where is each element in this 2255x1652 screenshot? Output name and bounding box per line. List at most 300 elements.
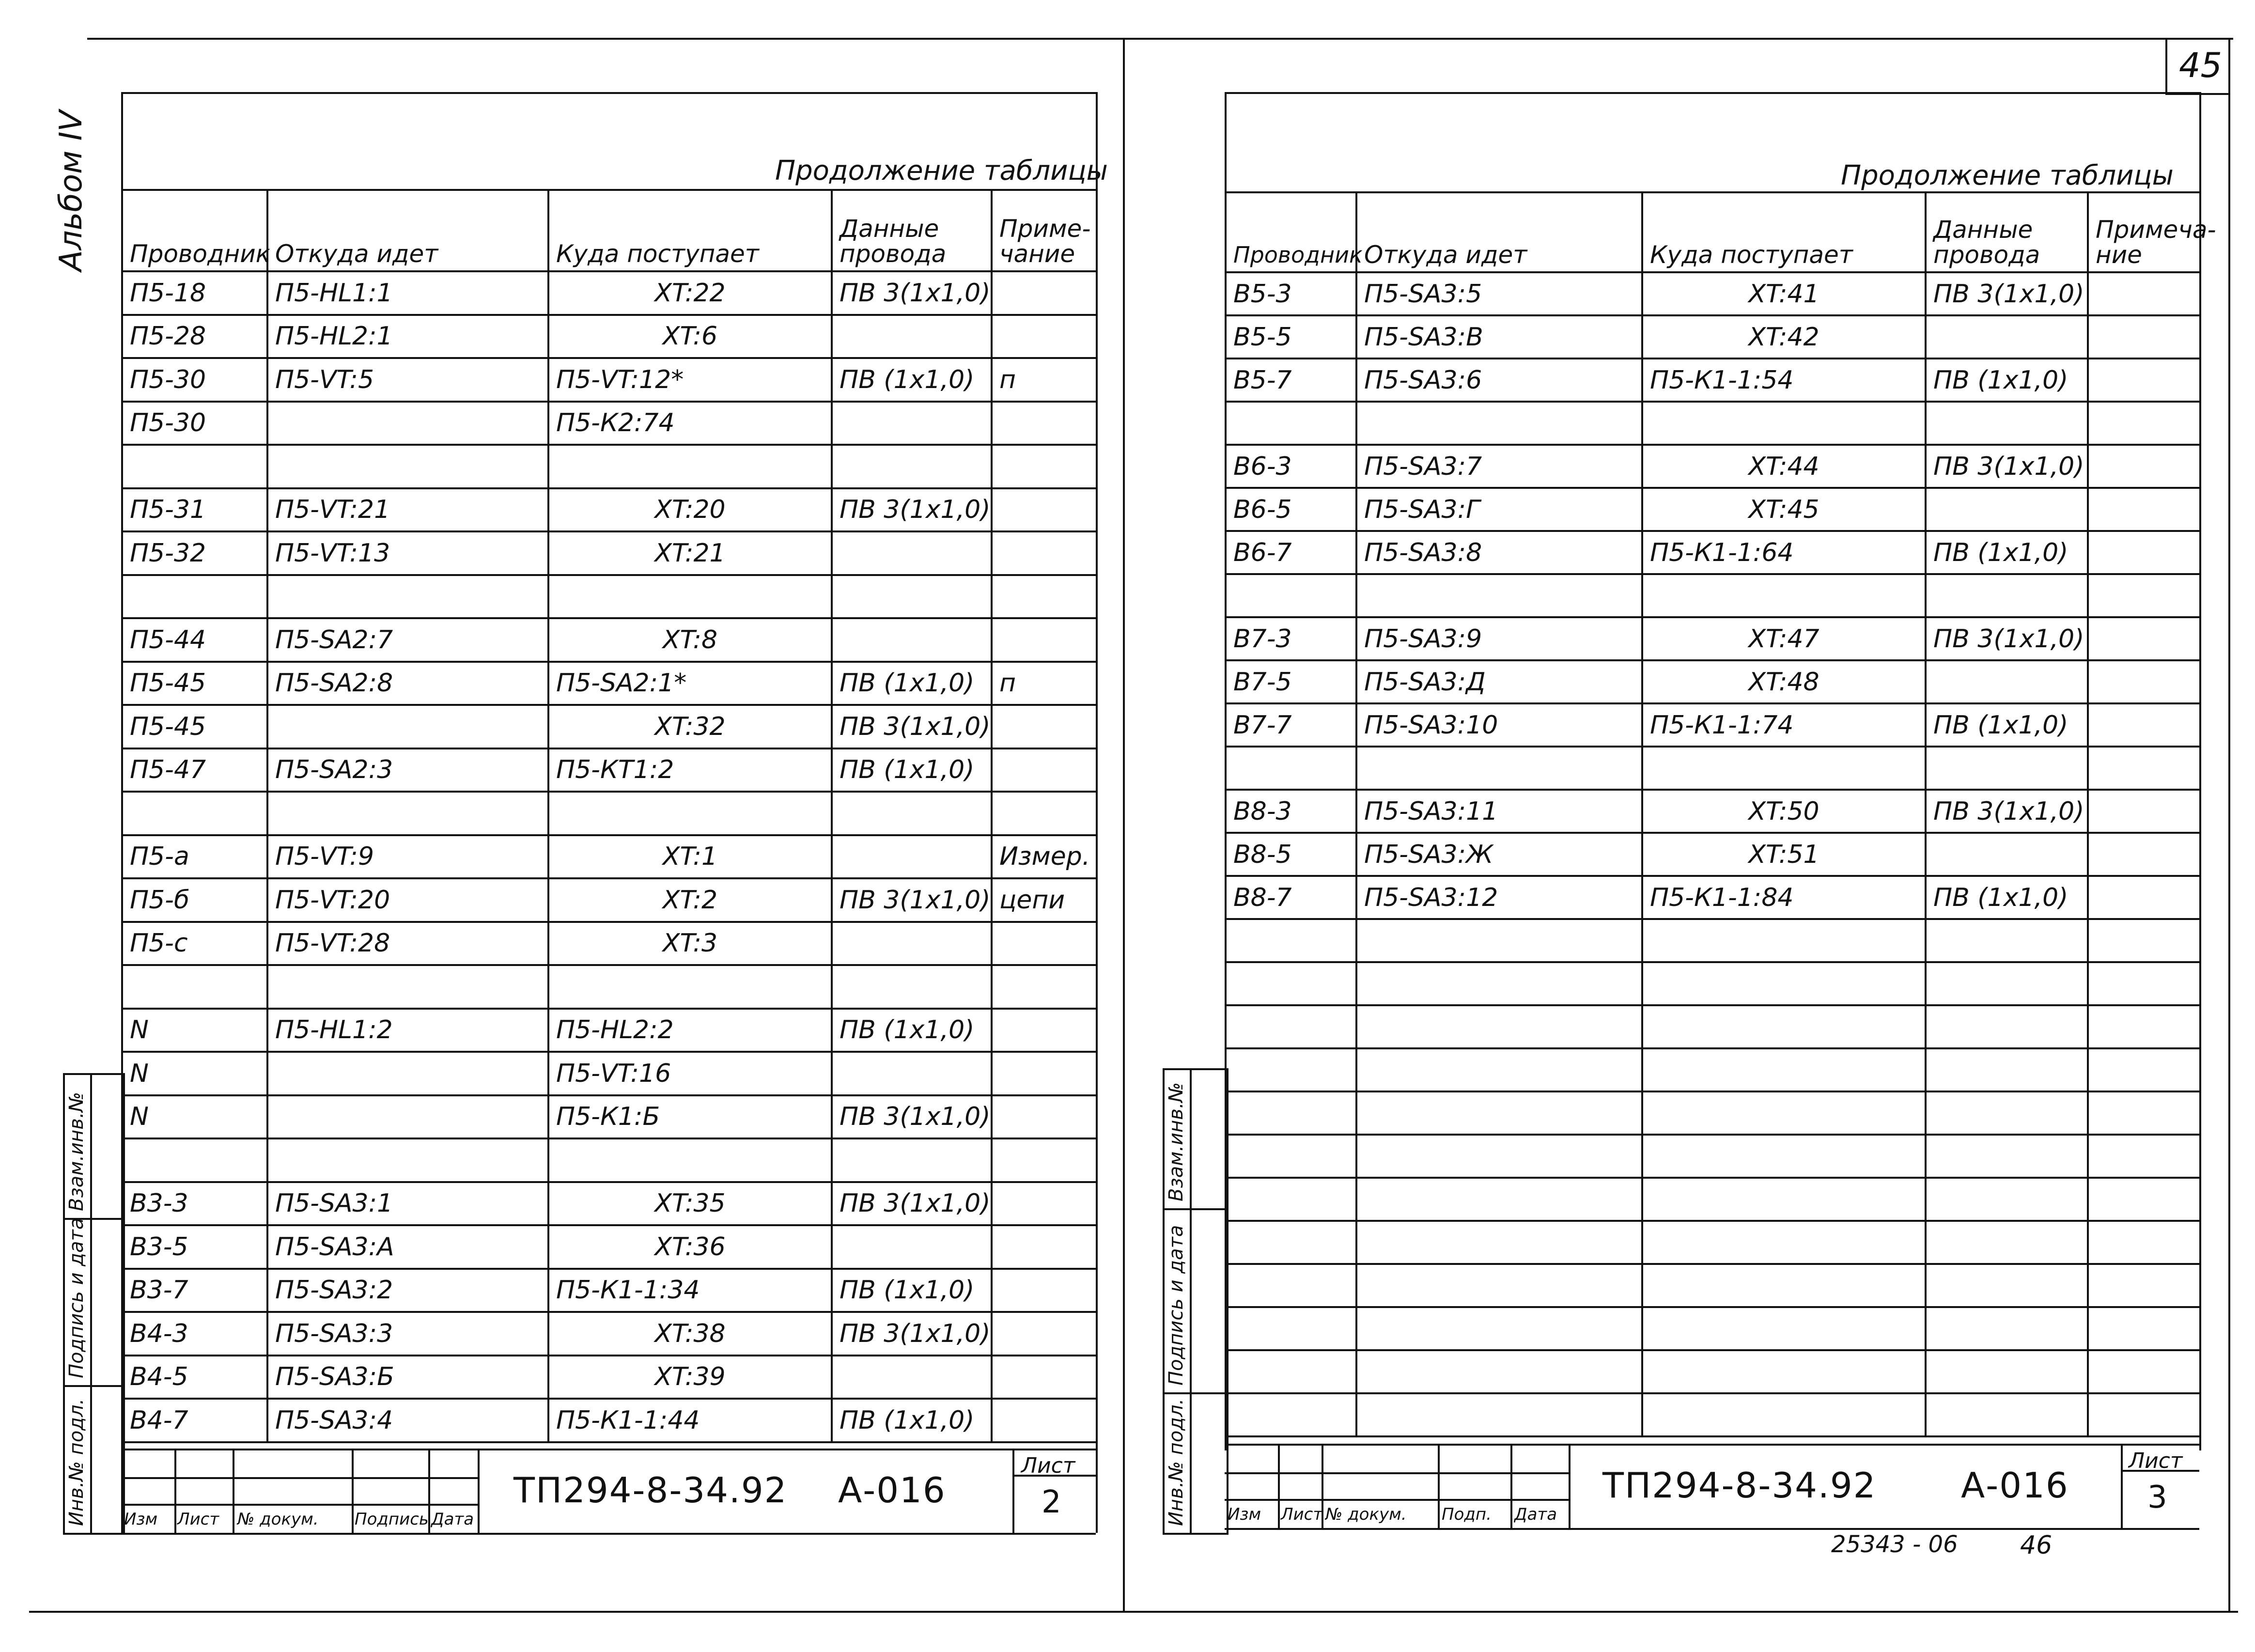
left-cell-wire — [832, 1356, 992, 1399]
left-cell-conductor — [122, 965, 267, 1009]
left-cell-note — [992, 575, 1097, 619]
right-cell-from: П5-SA3:9 — [1356, 617, 1642, 660]
right-cell-to: XT:42 — [1642, 315, 1926, 358]
left-cell-from: П5-SA2:3 — [267, 748, 548, 792]
right-cell-conductor: В5-3 — [1226, 272, 1356, 315]
right-cell-to — [1642, 1264, 1926, 1307]
right-cell-note — [2088, 1221, 2200, 1264]
right-cell-to — [1642, 1135, 1926, 1178]
right-cell-conductor — [1226, 1135, 1356, 1178]
right-doc-mark: А-016 — [1961, 1465, 2069, 1506]
right-table-row — [1226, 315, 2200, 358]
left-cell-from — [267, 792, 548, 835]
right-cell-conductor — [1226, 919, 1356, 962]
right-cell-from — [1356, 1264, 1642, 1307]
left-cell-conductor: П5-45 — [122, 662, 267, 705]
right-cell-conductor: В8-5 — [1226, 833, 1356, 876]
left-sheet-number: 2 — [1042, 1484, 1062, 1520]
left-cell-from — [267, 575, 548, 619]
left-cell-to: XT:21 — [548, 531, 832, 575]
right-cell-conductor — [1226, 962, 1356, 1005]
left-table-row — [122, 878, 1097, 922]
left-cell-wire: ПВ 3(1x1,0) — [832, 271, 992, 315]
left-cell-note — [992, 1095, 1097, 1139]
left-stamp-col-change: Изм — [124, 1510, 158, 1529]
left-cell-conductor: П5-28 — [122, 315, 267, 358]
left-cell-from: П5-VT:13 — [267, 531, 548, 575]
right-cell-wire — [1926, 574, 2088, 617]
left-cell-wire: ПВ 3(1x1,0) — [832, 1312, 992, 1356]
left-cell-note — [992, 1225, 1097, 1269]
left-cell-conductor — [122, 445, 267, 488]
left-cell-from: П5-SA3:1 — [267, 1182, 548, 1226]
left-cell-to: XT:3 — [548, 922, 832, 966]
left-cell-to: XT:1 — [548, 835, 832, 879]
right-side-label-replace: Взам.инв.№ — [1165, 1082, 1187, 1201]
right-side-label-inventory: Инв.№ подл. — [1165, 1398, 1187, 1526]
right-cell-conductor: В6-5 — [1226, 488, 1356, 531]
left-cell-note — [992, 488, 1097, 532]
right-table-row — [1226, 703, 2200, 747]
right-cell-conductor — [1226, 1178, 1356, 1221]
left-cell-conductor: П5-30 — [122, 402, 267, 445]
left-header-note: Приме-чание — [992, 190, 1097, 271]
right-cell-wire — [1926, 1350, 2088, 1393]
right-table-row — [1226, 272, 2200, 315]
right-wire-table — [1225, 191, 2216, 1437]
right-cell-from — [1356, 1221, 1642, 1264]
right-cell-note — [2088, 488, 2200, 531]
right-header-row — [1226, 192, 2200, 272]
left-header-wire: Данные провода — [832, 190, 992, 271]
right-cell-note — [2088, 876, 2200, 919]
right-cell-to — [1642, 1307, 1926, 1350]
left-title-block — [121, 1449, 1096, 1535]
left-table-row — [122, 1138, 1097, 1182]
left-continuation-title: Продолжение таблицы — [775, 155, 1108, 187]
left-table-row — [122, 1399, 1097, 1442]
left-cell-from — [267, 1052, 548, 1095]
right-table-row — [1226, 488, 2200, 531]
left-cell-from: П5-НL1:1 — [267, 271, 548, 315]
right-header-conductor: Проводник — [1226, 192, 1356, 272]
right-cell-wire — [1926, 1221, 2088, 1264]
right-cell-note — [2088, 1091, 2200, 1135]
right-cell-wire — [1926, 1135, 2088, 1178]
right-cell-wire — [1926, 1264, 2088, 1307]
left-table-row — [122, 1269, 1097, 1312]
right-cell-note — [2088, 1135, 2200, 1178]
left-cell-wire: ПВ 3(1x1,0) — [832, 488, 992, 532]
right-cell-from — [1356, 1048, 1642, 1091]
left-cell-note — [992, 618, 1097, 662]
left-cell-from: П5-SA3:А — [267, 1225, 548, 1269]
right-sheet-number: 3 — [2147, 1480, 2168, 1515]
left-header-row — [122, 190, 1097, 271]
left-cell-to: XT:22 — [548, 271, 832, 315]
right-table-row — [1226, 1005, 2200, 1048]
left-cell-note — [992, 1138, 1097, 1182]
right-cell-from: П5-SA3:5 — [1356, 272, 1642, 315]
right-cell-wire: ПВ (1x1,0) — [1926, 876, 2088, 919]
left-cell-conductor — [122, 575, 267, 619]
right-cell-from — [1356, 1350, 1642, 1393]
left-cell-wire: ПВ (1x1,0) — [832, 1009, 992, 1052]
right-table-row — [1226, 1178, 2200, 1221]
left-cell-to: XT:35 — [548, 1182, 832, 1226]
left-cell-note — [992, 1052, 1097, 1095]
right-cell-to: XT:44 — [1642, 445, 1926, 488]
right-cell-from: П5-SA3:Г — [1356, 488, 1642, 531]
left-table-row — [122, 358, 1097, 402]
right-table-body — [1226, 272, 2200, 1436]
left-cell-wire: ПВ 3(1x1,0) — [832, 1182, 992, 1226]
left-cell-from — [267, 1095, 548, 1139]
left-cell-note — [992, 1182, 1097, 1226]
right-edge-line — [2228, 38, 2230, 1612]
left-cell-note — [992, 1356, 1097, 1399]
right-cell-to — [1642, 1221, 1926, 1264]
right-cell-to: П5-К1-1:54 — [1642, 358, 1926, 402]
right-cell-note — [2088, 1048, 2200, 1091]
left-table-row — [122, 1052, 1097, 1095]
right-cell-conductor — [1226, 1350, 1356, 1393]
left-cell-from: П5-SA3:4 — [267, 1399, 548, 1442]
right-cell-to: XT:51 — [1642, 833, 1926, 876]
left-cell-wire — [832, 531, 992, 575]
right-cell-conductor: В8-3 — [1226, 790, 1356, 833]
right-cell-to: XT:48 — [1642, 660, 1926, 703]
right-sheet-label: Лист — [2129, 1449, 2183, 1473]
left-wire-table — [121, 189, 1098, 1443]
left-cell-to: XT:6 — [548, 315, 832, 358]
left-cell-from: П5-SA2:8 — [267, 662, 548, 705]
right-cell-to: XT:41 — [1642, 272, 1926, 315]
right-cell-to — [1642, 574, 1926, 617]
left-cell-wire: ПВ (1x1,0) — [832, 358, 992, 402]
left-side-label-inventory: Инв.№ подл. — [65, 1398, 88, 1526]
right-cell-wire: ПВ 3(1x1,0) — [1926, 445, 2088, 488]
left-cell-from: П5-VT:21 — [267, 488, 548, 532]
left-cell-conductor: В3-7 — [122, 1269, 267, 1312]
right-cell-to: XT:45 — [1642, 488, 1926, 531]
left-cell-to: П5-К2:74 — [548, 402, 832, 445]
left-cell-to: XT:20 — [548, 488, 832, 532]
right-cell-note — [2088, 402, 2200, 445]
left-cell-to: П5-К1:Б — [548, 1095, 832, 1139]
right-cell-wire — [1926, 833, 2088, 876]
left-table-row — [122, 575, 1097, 619]
left-cell-note: п — [992, 662, 1097, 705]
right-cell-from — [1356, 402, 1642, 445]
left-doc-mark: А-016 — [838, 1470, 946, 1511]
right-cell-wire: ПВ (1x1,0) — [1926, 703, 2088, 747]
right-cell-note — [2088, 747, 2200, 790]
left-cell-to: XT:38 — [548, 1312, 832, 1356]
right-cell-note — [2088, 531, 2200, 574]
left-cell-wire — [832, 835, 992, 879]
left-stamp-col-doc: № докум. — [237, 1510, 319, 1529]
right-cell-conductor: В5-7 — [1226, 358, 1356, 402]
right-table-row — [1226, 876, 2200, 919]
left-table-row — [122, 792, 1097, 835]
right-table-row — [1226, 1264, 2200, 1307]
left-cell-note — [992, 705, 1097, 748]
right-stamp-col-sign: Подп. — [1442, 1505, 1492, 1524]
left-cell-to: XT:2 — [548, 878, 832, 922]
right-table-row — [1226, 1393, 2200, 1436]
left-cell-to — [548, 575, 832, 619]
right-table-row — [1226, 402, 2200, 445]
left-table-row — [122, 1312, 1097, 1356]
right-table-row — [1226, 358, 2200, 402]
right-cell-to — [1642, 1091, 1926, 1135]
right-cell-note — [2088, 660, 2200, 703]
left-cell-from — [267, 705, 548, 748]
right-cell-from — [1356, 1005, 1642, 1048]
right-doc-code: ТП294-8-34.92 — [1602, 1465, 1877, 1506]
left-cell-conductor: П5-31 — [122, 488, 267, 532]
right-table-row — [1226, 1091, 2200, 1135]
left-cell-wire: ПВ 3(1x1,0) — [832, 1095, 992, 1139]
left-table-row — [122, 748, 1097, 792]
right-table-row — [1226, 617, 2200, 660]
right-cell-note — [2088, 1350, 2200, 1393]
right-header-from: Откуда идет — [1356, 192, 1642, 272]
left-cell-to — [548, 1138, 832, 1182]
left-stamp-col-date: Дата — [431, 1510, 474, 1529]
right-title-block — [1225, 1444, 2199, 1530]
left-cell-note — [992, 445, 1097, 488]
right-table-row — [1226, 747, 2200, 790]
right-cell-wire — [1926, 1178, 2088, 1221]
right-cell-note — [2088, 703, 2200, 747]
right-cell-note — [2088, 1264, 2200, 1307]
right-table-row — [1226, 1350, 2200, 1393]
right-cell-conductor — [1226, 402, 1356, 445]
right-cell-wire — [1926, 1048, 2088, 1091]
left-cell-wire — [832, 1052, 992, 1095]
right-header-to: Куда поступает — [1642, 192, 1926, 272]
right-cell-wire: ПВ (1x1,0) — [1926, 358, 2088, 402]
left-cell-note — [992, 1009, 1097, 1052]
footer-archive-number: 25343 - 06 — [1831, 1531, 1958, 1558]
left-cell-conductor: В4-3 — [122, 1312, 267, 1356]
left-cell-note: Измер. — [992, 835, 1097, 879]
right-cell-conductor — [1226, 574, 1356, 617]
right-cell-conductor — [1226, 747, 1356, 790]
right-cell-conductor: В7-5 — [1226, 660, 1356, 703]
right-table-row — [1226, 1221, 2200, 1264]
left-table-row — [122, 1225, 1097, 1269]
right-cell-to — [1642, 1048, 1926, 1091]
left-cell-to: П5-VT:16 — [548, 1052, 832, 1095]
right-cell-to — [1642, 962, 1926, 1005]
right-cell-conductor — [1226, 1091, 1356, 1135]
right-cell-note — [2088, 315, 2200, 358]
right-cell-from — [1356, 1393, 1642, 1436]
left-cell-conductor: П5-б — [122, 878, 267, 922]
left-cell-conductor: В3-5 — [122, 1225, 267, 1269]
left-cell-conductor: В3-3 — [122, 1182, 267, 1226]
left-table-row — [122, 402, 1097, 445]
left-cell-from: П5-SA2:7 — [267, 618, 548, 662]
left-table-row — [122, 618, 1097, 662]
right-cell-wire — [1926, 1005, 2088, 1048]
right-stamp-col-sheet: Лист — [1281, 1505, 1323, 1524]
right-cell-to: П5-К1-1:64 — [1642, 531, 1926, 574]
right-cell-conductor: В7-3 — [1226, 617, 1356, 660]
right-cell-from: П5-SA3:12 — [1356, 876, 1642, 919]
left-cell-to: XT:8 — [548, 618, 832, 662]
left-cell-conductor: П5-47 — [122, 748, 267, 792]
left-header-conductor: Проводник — [122, 190, 267, 271]
left-table-row — [122, 1356, 1097, 1399]
left-cell-note — [992, 402, 1097, 445]
right-cell-to: П5-К1-1:74 — [1642, 703, 1926, 747]
left-cell-wire — [832, 1225, 992, 1269]
right-table-row — [1226, 790, 2200, 833]
right-stamp-col-date: Дата — [1514, 1505, 1557, 1524]
left-cell-to: П5-К1-1:44 — [548, 1399, 832, 1442]
page-number-box — [2165, 40, 2230, 95]
right-header-note: Примеча-ние — [2088, 192, 2200, 272]
left-cell-from: П5-VT:9 — [267, 835, 548, 879]
right-cell-conductor — [1226, 1307, 1356, 1350]
right-table-row — [1226, 1135, 2200, 1178]
left-cell-from: П5-SA3:2 — [267, 1269, 548, 1312]
right-cell-from — [1356, 1135, 1642, 1178]
right-cell-note — [2088, 358, 2200, 402]
left-cell-wire: ПВ (1x1,0) — [832, 1269, 992, 1312]
left-cell-from — [267, 1138, 548, 1182]
left-cell-from: П5-НL2:1 — [267, 315, 548, 358]
left-cell-conductor: В4-5 — [122, 1356, 267, 1399]
left-table-row — [122, 1095, 1097, 1139]
top-border-line — [87, 38, 2233, 40]
left-cell-to: П5-К1-1:34 — [548, 1269, 832, 1312]
right-cell-to — [1642, 747, 1926, 790]
left-cell-conductor: N — [122, 1009, 267, 1052]
right-cell-wire: ПВ 3(1x1,0) — [1926, 790, 2088, 833]
left-cell-wire — [832, 792, 992, 835]
left-table-row — [122, 662, 1097, 705]
left-cell-to: П5-КТ1:2 — [548, 748, 832, 792]
right-cell-conductor — [1226, 1048, 1356, 1091]
left-cell-note — [992, 1269, 1097, 1312]
right-table-row — [1226, 574, 2200, 617]
right-cell-note — [2088, 574, 2200, 617]
right-table-row — [1226, 660, 2200, 703]
left-cell-note — [992, 315, 1097, 358]
left-cell-conductor: В4-7 — [122, 1399, 267, 1442]
left-cell-wire — [832, 1138, 992, 1182]
left-table-row — [122, 445, 1097, 488]
right-cell-from — [1356, 1307, 1642, 1350]
left-cell-to — [548, 965, 832, 1009]
left-table-row — [122, 1182, 1097, 1226]
right-cell-to — [1642, 402, 1926, 445]
right-cell-from — [1356, 919, 1642, 962]
left-cell-to: XT:32 — [548, 705, 832, 748]
left-cell-conductor: П5-44 — [122, 618, 267, 662]
right-cell-conductor: В8-7 — [1226, 876, 1356, 919]
page-number: 45 — [2179, 46, 2223, 85]
right-cell-wire — [1926, 1393, 2088, 1436]
right-cell-note — [2088, 1005, 2200, 1048]
right-cell-note — [2088, 1393, 2200, 1436]
left-table-row — [122, 922, 1097, 966]
right-cell-wire: ПВ (1x1,0) — [1926, 531, 2088, 574]
left-cell-wire — [832, 445, 992, 488]
left-table-row — [122, 705, 1097, 748]
left-cell-from: П5-VT:28 — [267, 922, 548, 966]
right-cell-note — [2088, 1307, 2200, 1350]
left-cell-wire: ПВ (1x1,0) — [832, 748, 992, 792]
left-cell-wire — [832, 402, 992, 445]
right-cell-conductor — [1226, 1393, 1356, 1436]
left-cell-from: П5-SA3:3 — [267, 1312, 548, 1356]
left-cell-note — [992, 748, 1097, 792]
right-table-row — [1226, 1307, 2200, 1350]
right-cell-conductor — [1226, 1264, 1356, 1307]
right-cell-note — [2088, 790, 2200, 833]
right-cell-note — [2088, 833, 2200, 876]
right-cell-conductor: В7-7 — [1226, 703, 1356, 747]
right-cell-from — [1356, 962, 1642, 1005]
left-table-row — [122, 965, 1097, 1009]
right-cell-conductor — [1226, 1221, 1356, 1264]
left-cell-from — [267, 445, 548, 488]
right-cell-from: П5-SA3:10 — [1356, 703, 1642, 747]
right-cell-to: XT:50 — [1642, 790, 1926, 833]
left-side-label-replace: Взам.инв.№ — [65, 1091, 88, 1211]
left-cell-note — [992, 531, 1097, 575]
left-cell-from: П5-VT:5 — [267, 358, 548, 402]
right-stamp-col-change: Изм — [1228, 1505, 1261, 1524]
right-cell-to — [1642, 1393, 1926, 1436]
right-cell-conductor: В5-5 — [1226, 315, 1356, 358]
left-header-to: Куда поступает — [548, 190, 832, 271]
right-cell-to — [1642, 1178, 1926, 1221]
left-stamp-col-sheet: Лист — [177, 1510, 219, 1529]
right-cell-from: П5-SA3:11 — [1356, 790, 1642, 833]
right-cell-note — [2088, 919, 2200, 962]
right-cell-from: П5-SA3:Д — [1356, 660, 1642, 703]
left-cell-to: П5-VT:12* — [548, 358, 832, 402]
left-sheet-label: Лист — [1021, 1453, 1075, 1478]
right-cell-to — [1642, 1005, 1926, 1048]
left-cell-wire — [832, 965, 992, 1009]
left-cell-conductor: П5-а — [122, 835, 267, 879]
right-cell-wire — [1926, 747, 2088, 790]
left-cell-note — [992, 922, 1097, 966]
left-cell-from: П5-НL1:2 — [267, 1009, 548, 1052]
right-cell-wire — [1926, 488, 2088, 531]
left-cell-to: П5-НL2:2 — [548, 1009, 832, 1052]
left-doc-code: ТП294-8-34.92 — [513, 1470, 788, 1511]
right-table-row — [1226, 919, 2200, 962]
right-table-row — [1226, 962, 2200, 1005]
right-table-row — [1226, 833, 2200, 876]
left-cell-to: XT:39 — [548, 1356, 832, 1399]
right-cell-note — [2088, 617, 2200, 660]
right-cell-conductor: В6-3 — [1226, 445, 1356, 488]
left-cell-conductor: N — [122, 1052, 267, 1095]
left-table-row — [122, 835, 1097, 879]
right-cell-from: П5-SA3:Ж — [1356, 833, 1642, 876]
right-cell-to — [1642, 919, 1926, 962]
